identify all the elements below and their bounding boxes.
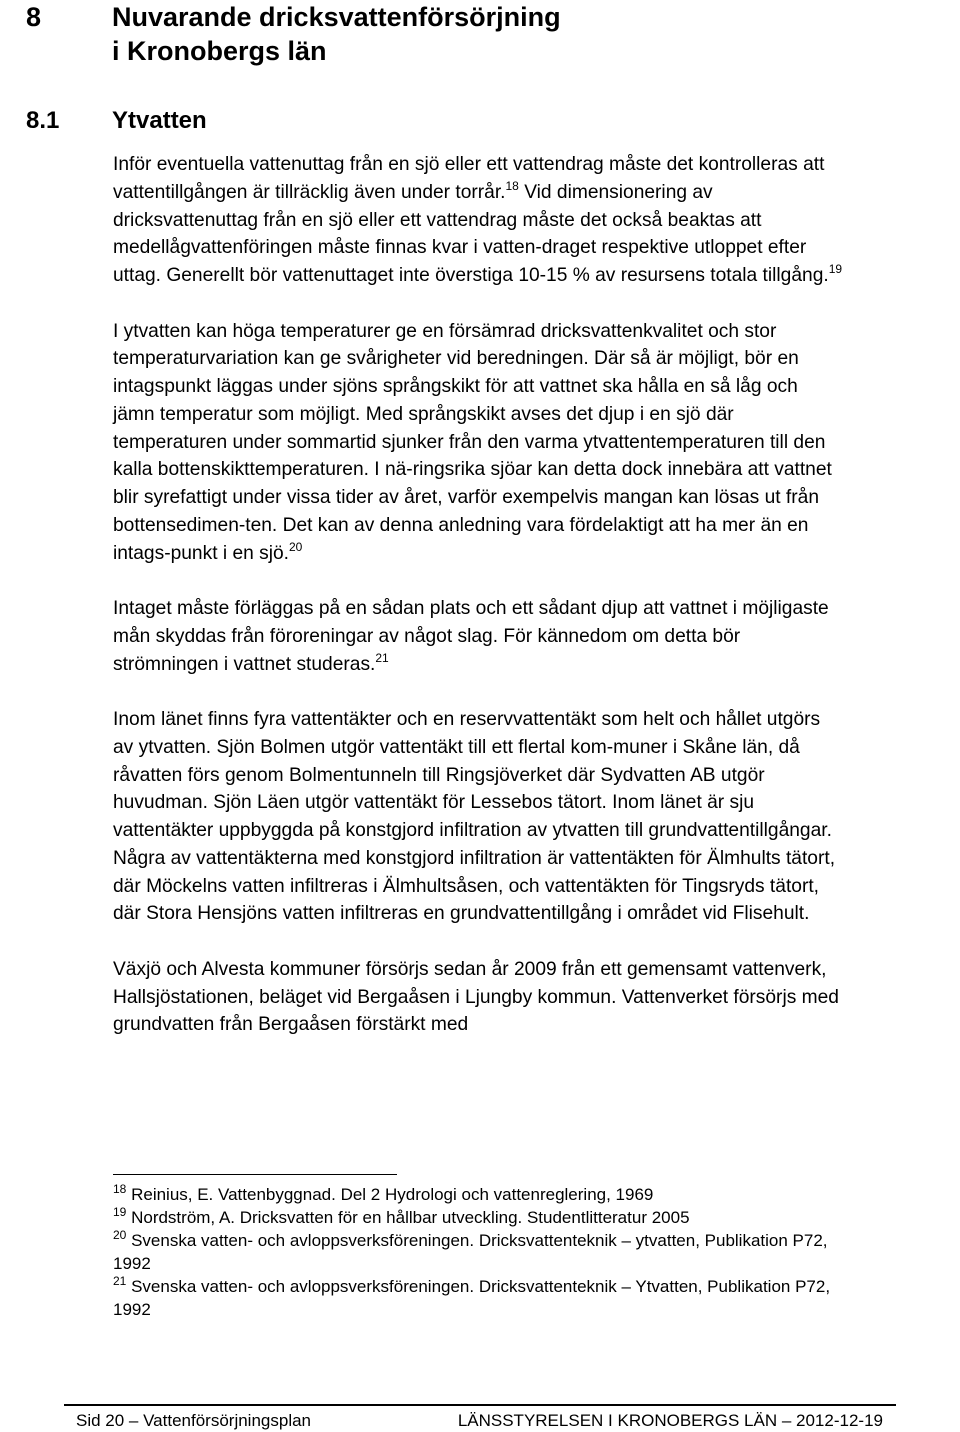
footnote-text: Nordström, A. Dricksvatten för en hållbar utveckling. Studentlitteratur 2005 bbox=[126, 1208, 690, 1227]
footnote-number: 18 bbox=[113, 1182, 127, 1196]
footnote-text: Svenska vatten- och avloppsverksföreningen. Dricksvattenteknik – ytvatten, Publikation P72, 1992 bbox=[113, 1231, 828, 1273]
footnote-ref-19: 19 bbox=[828, 262, 843, 276]
chapter-title-line-2: i Kronobergs län bbox=[112, 36, 327, 66]
footnote-ref-18: 18 bbox=[505, 178, 519, 193]
paragraph-1-text-b: Vid dimensionering av dricksvattenuttag från en sjö eller ett vattendrag måste det också beaktas att medellågvattenföringen måste finnas kvar i vatten-draget respektive utloppet efter uttag. Generellt bör vattenuttaget inte överstiga 10-15 % av resursens totala tillgång. bbox=[113, 181, 829, 286]
footnote-number: 20 bbox=[113, 1228, 127, 1242]
footer-page-label: Sid 20 – Vattenförsörjningsplan bbox=[76, 1411, 312, 1430]
section-title: Ytvatten bbox=[112, 107, 207, 134]
footnote bbox=[113, 1206, 843, 1229]
footer-separator bbox=[64, 1404, 896, 1406]
footnote-ref-21: 21 bbox=[375, 650, 389, 665]
footnote-ref-20: 20 bbox=[289, 539, 303, 554]
paragraph-5: Växjö och Alvesta kommuner försörjs sedan år 2009 från ett gemensamt vattenverk, Hallsjöstationen, beläget vid Bergaåsen i Ljungby kommun. Vattenverket försörjs med grundvatten från Bergaåsen förstärkt med bbox=[113, 958, 839, 1036]
footnote-text: Reinius, E. Vattenbyggnad. Del 2 Hydrologi och vattenreglering, 1969 bbox=[126, 1185, 654, 1204]
section-number: 8.1 bbox=[26, 107, 60, 134]
footnote bbox=[113, 1275, 843, 1321]
paragraph-2-text: I ytvatten kan höga temperaturer ge en försämrad dricksvattenkvalitet och stor temperaturvariation kan ge svårigheter vid beredningen. Där så är möjligt, bör en intagspunkt läggas under sjöns språngskikt för att vattnet ska hålla en så låg och jämn temperatur som möjligt. Med språngskikt avses det djup i en sjö där temperaturen under sommartid sjunker från den varma ytvattentemperaturen till den kalla bottenskikttemperaturen. I nä-ringsrika sjöar kan detta dock innebära att vattnet blir syrefattigt under vissa tider av året, varför exempelvis mangan kan lösas ut från bottensedimen-ten. Det kan av denna anledning vara fördelaktigt att ha mer än en intags-punkt i en sjö. bbox=[113, 320, 832, 564]
footnotes bbox=[113, 1183, 843, 1321]
footnote-separator bbox=[113, 1174, 397, 1175]
paragraph-3 bbox=[113, 595, 843, 678]
paragraph-3-text: Intaget måste förläggas på en sådan plats och ett sådant djup att vattnet i möjligaste mån skyddas från föroreningar av något slag. För kännedom om detta bör strömningen i vattnet studeras. bbox=[113, 598, 829, 675]
paragraph-1-text-a: Inför eventuella vattenuttag från en sjö eller ett vattendrag måste det kontrolleras att vattentillgången är tillräcklig även under torrår. bbox=[113, 154, 825, 203]
footnote bbox=[113, 1229, 843, 1275]
body-text bbox=[113, 151, 843, 1067]
chapter-title-line-1: Nuvarande dricksvattenförsörjning bbox=[112, 2, 561, 32]
paragraph-1 bbox=[113, 151, 843, 290]
footnote-text: Svenska vatten- och avloppsverksföreningen. Dricksvattenteknik – Ytvatten, Publikation P72, 1992 bbox=[113, 1277, 831, 1319]
footnote bbox=[113, 1183, 843, 1206]
footnote-number: 21 bbox=[113, 1274, 127, 1288]
footer-publisher-date: LÄNSSTYRELSEN I KRONOBERGS LÄN – 2012-12-19 bbox=[457, 1411, 883, 1430]
chapter-title bbox=[112, 0, 672, 68]
chapter-number: 8 bbox=[26, 2, 42, 32]
footnote-number: 19 bbox=[113, 1205, 127, 1219]
paragraph-4: Inom länet finns fyra vattentäkter och en reservvattentäkt som helt och hållet utgörs av ytvatten. Sjön Bolmen utgör vattentäkt till ett flertal kom-muner i Skåne län, då råvatten förs genom Bolmentunneln till Ringsjöverket där Sydvatten AB utgör huvudman. Sjön Läen utgör vattentäkt för Lessebos tätort. Inom länet är sju vattentäkter uppbyggda på konstgjord infiltration av ytvatten till grundvattentillgångar. Några av vattentäkterna med konstgjord infiltration är vattentäkten för Älmhults tätort, där Möckelns vatten infiltreras i Älmhultsåsen, och vattentäkten för Tingsryds tätort, där Stora Hensjöns vatten infiltreras en grundvattentillgång i området vid Flisehult. bbox=[113, 709, 836, 925]
paragraph-2 bbox=[113, 318, 843, 568]
